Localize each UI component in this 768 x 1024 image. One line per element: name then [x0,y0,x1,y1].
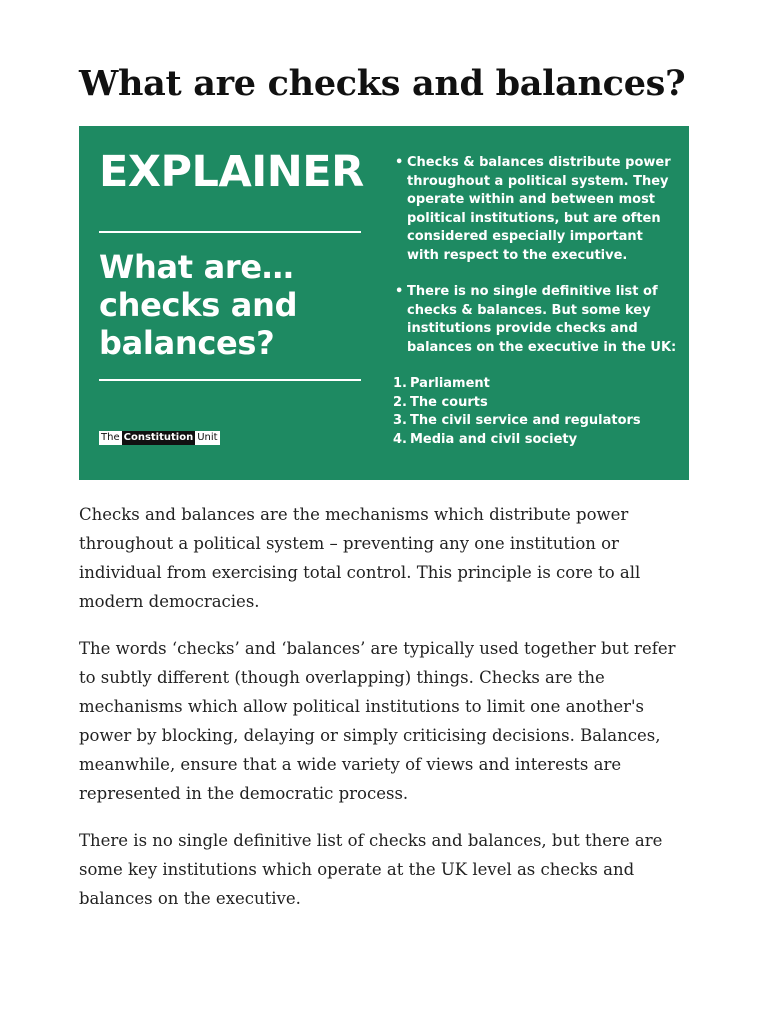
list-item [387,431,677,450]
explainer-banner [79,126,689,480]
list-item-number: 2. [393,394,407,410]
banner-bullet [387,283,677,357]
article-body [79,500,689,913]
banner-question-line: checks and [99,286,298,324]
list-item [387,412,677,431]
list-item-number: 1. [393,376,407,391]
banner-bullet [387,154,677,265]
banner-divider-top [99,231,361,233]
banner-question-line: balances? [99,324,275,362]
list-item-label: Parliament [410,376,490,391]
banner-left-panel [99,126,364,480]
constitution-unit-logo [99,431,220,445]
banner-question [99,248,361,362]
banner-bullet-text: Checks & balances distribute power throughout a political system. They operate within and between most political institutions, but are often considered especially important with respect to the executive. [407,155,671,263]
banner-heading: EXPLAINER [99,147,364,197]
logo-part: Constitution [123,432,194,443]
list-item [387,394,677,413]
bullet-dot: • [395,155,404,170]
body-paragraph: The words ‘checks’ and ‘balances’ are typically used together but refer to subtly different (though overlapping) things. Checks are the mechanisms which allow political institutions to limit one another's power by blocking, delaying or simply criticising decisions. Balances, meanwhile, ensure that a wide variety of views and interests are represented in the democratic process. [79,639,676,803]
bullet-dot: • [395,284,404,299]
banner-question-line: What are… [99,248,294,286]
page-title: What are checks and balances? [79,63,686,104]
body-paragraph: There is no single definitive list of checks and balances, but there are some key institutions which operate at the UK level as checks and balances on the executive. [79,831,663,908]
banner-bullet-text: There is no single definitive list of checks & balances. But some key institutions provide checks and balances on the executive in the UK: [407,284,677,355]
list-item-number: 3. [393,413,407,428]
banner-divider-bottom [99,379,361,381]
list-item [387,375,677,394]
logo-part: The [101,432,120,443]
list-item-number: 4. [393,431,407,447]
logo-part: Unit [197,432,218,443]
list-item-label: The courts [410,394,488,410]
banner-right-panel [387,154,677,449]
body-paragraph: Checks and balances are the mechanisms which distribute power throughout a political system – preventing any one institution or individual from exercising total control. This principle is core to all modern democracies. [79,505,641,611]
institutions-list [387,375,677,449]
list-item-label: Media and civil society [410,431,578,447]
list-item-label: The civil service and regulators [410,413,641,428]
